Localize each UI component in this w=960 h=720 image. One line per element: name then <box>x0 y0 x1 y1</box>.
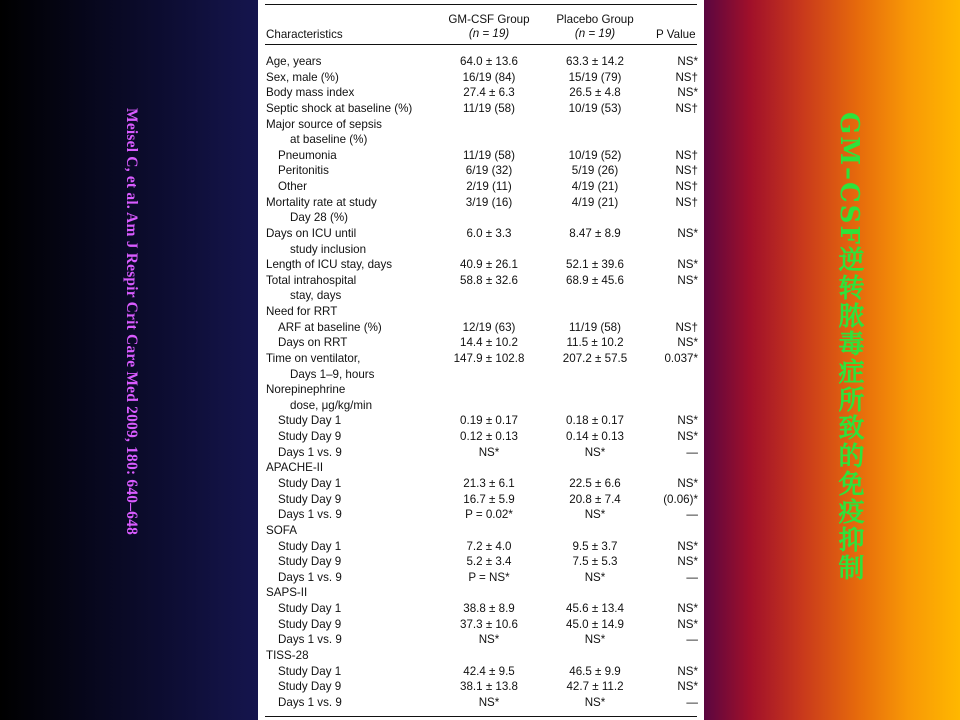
table-row <box>258 539 704 555</box>
p-value: NS† <box>675 195 698 209</box>
gm-csf-value: 14.4 ± 10.2 <box>460 336 518 350</box>
placebo-value: 63.3 ± 14.2 <box>566 55 624 68</box>
placebo-value: 68.9 ± 45.6 <box>566 273 624 287</box>
table-row <box>258 664 704 680</box>
gm-csf-value: 6/19 (32) <box>465 164 513 178</box>
gm-csf-value: 0.19 ± 0.17 <box>460 414 518 428</box>
table-row <box>258 382 704 398</box>
row-label: Study Day 9 <box>278 492 342 506</box>
gm-csf-value: 147.9 ± 102.8 <box>453 351 525 365</box>
row-label: dose, μg/kg/min <box>290 398 373 412</box>
gm-csf-value: 16/19 (84) <box>462 70 516 84</box>
gm-csf-value: 21.3 ± 6.1 <box>463 477 515 490</box>
table-row <box>258 679 704 695</box>
row-label: APACHE-II <box>266 461 324 475</box>
table-row <box>258 132 704 148</box>
row-label: Days 1 vs. 9 <box>278 570 342 584</box>
row-label: Days 1 vs. 9 <box>278 445 342 459</box>
placebo-value: 0.14 ± 0.13 <box>566 430 624 444</box>
placebo-value: 9.5 ± 3.7 <box>572 539 618 553</box>
placebo-value: 4/19 (21) <box>571 195 619 209</box>
table-row <box>258 648 704 664</box>
table-row <box>258 507 704 523</box>
row-label: Sex, male (%) <box>266 70 339 84</box>
p-value: NS† <box>675 164 698 178</box>
p-value: — <box>686 695 698 709</box>
row-label: Day 28 (%) <box>290 211 348 225</box>
row-label: Study Day 9 <box>278 680 342 694</box>
gm-csf-value: P = NS* <box>468 570 510 584</box>
p-value: — <box>686 445 698 459</box>
gm-csf-value: 5.2 ± 3.4 <box>466 555 512 569</box>
p-value: NS† <box>675 101 698 115</box>
table-row <box>258 492 704 508</box>
p-value: NS* <box>677 617 698 631</box>
table-row <box>258 367 704 383</box>
row-label: Body mass index <box>266 86 355 100</box>
gm-csf-value: NS* <box>478 695 500 709</box>
table-row <box>258 288 704 304</box>
p-value: NS* <box>677 430 698 444</box>
row-label: Days on RRT <box>278 336 348 350</box>
gm-csf-value: 37.3 ± 10.6 <box>460 617 518 631</box>
table-row <box>258 351 704 367</box>
placebo-value: NS* <box>584 633 606 647</box>
table-row <box>258 226 704 242</box>
table-row <box>258 695 704 711</box>
header-gm-csf-group <box>434 13 544 41</box>
p-value: — <box>686 508 698 522</box>
table-row <box>258 413 704 429</box>
p-value: NS* <box>677 664 698 678</box>
placebo-value: 4/19 (21) <box>571 180 619 194</box>
table-row <box>258 242 704 258</box>
table-row <box>258 570 704 586</box>
slide-title: GM–CSF逆转脓毒症所致的免疫抑制 <box>834 112 864 582</box>
header-placebo-group <box>540 13 650 41</box>
p-value: NS* <box>677 273 698 287</box>
gm-csf-value: 38.8 ± 8.9 <box>463 602 515 616</box>
gm-csf-value: 2/19 (11) <box>466 180 512 194</box>
placebo-value: NS* <box>584 570 606 584</box>
p-value: — <box>686 633 698 647</box>
p-value: NS* <box>677 258 698 272</box>
placebo-value: 11/19 (58) <box>569 320 621 334</box>
placebo-value: 26.5 ± 4.8 <box>569 86 621 100</box>
row-label: Study Day 1 <box>278 664 342 678</box>
placebo-value: 10/19 (52) <box>568 148 622 162</box>
p-value: NS* <box>677 414 698 428</box>
row-label: Days 1–9, hours <box>290 367 375 381</box>
header-gm-csf-label: GM-CSF Group <box>448 13 530 26</box>
gm-csf-value: 11/19 (58) <box>463 148 515 162</box>
row-label: Days 1 vs. 9 <box>278 633 342 647</box>
gm-csf-value: 38.1 ± 13.8 <box>460 680 518 694</box>
gm-csf-value: 16.7 ± 5.9 <box>463 492 515 506</box>
table-bottom-rule <box>265 716 697 717</box>
table-row <box>258 601 704 617</box>
placebo-value: 45.6 ± 13.4 <box>566 602 624 616</box>
table-row <box>258 85 704 101</box>
p-value: NS* <box>677 55 698 68</box>
p-value: NS† <box>675 320 698 334</box>
gm-csf-value: NS* <box>478 633 500 647</box>
p-value: NS* <box>677 555 698 569</box>
placebo-value: 11.5 ± 10.2 <box>566 336 624 350</box>
p-value: NS* <box>677 602 698 616</box>
placebo-value: 45.0 ± 14.9 <box>566 617 624 631</box>
p-value: NS† <box>675 70 698 84</box>
table-row <box>258 148 704 164</box>
gm-csf-value: 3/19 (16) <box>465 195 513 209</box>
row-label: at baseline (%) <box>290 133 368 147</box>
row-label: Study Day 9 <box>278 617 342 631</box>
table-row <box>258 476 704 492</box>
table-row <box>258 429 704 445</box>
row-label: Days 1 vs. 9 <box>278 695 342 709</box>
gm-csf-value: P = 0.02* <box>465 508 513 522</box>
table-row <box>258 617 704 633</box>
placebo-value: 8.47 ± 8.9 <box>569 226 621 240</box>
placebo-value: 20.8 ± 7.4 <box>569 492 621 506</box>
row-label: TISS-28 <box>266 648 309 662</box>
placebo-value: 42.7 ± 11.2 <box>566 680 624 694</box>
row-label: ARF at baseline (%) <box>278 320 382 334</box>
table-header-rule <box>265 44 697 45</box>
table-row <box>258 179 704 195</box>
placebo-value: 0.18 ± 0.17 <box>566 414 624 428</box>
placebo-value: 207.2 ± 57.5 <box>562 351 628 365</box>
table-row <box>258 632 704 648</box>
p-value: NS* <box>677 477 698 490</box>
row-label: Norepinephrine <box>266 383 346 397</box>
row-label: Total intrahospital <box>266 273 357 287</box>
table-row <box>258 398 704 414</box>
header-placebo-n: (n = 19) <box>574 27 616 40</box>
gm-csf-value: 27.4 ± 6.3 <box>463 86 515 100</box>
row-label: SAPS-II <box>266 586 308 600</box>
p-value: NS* <box>677 680 698 694</box>
p-value: NS* <box>677 336 698 350</box>
row-label: Study Day 1 <box>278 539 342 553</box>
placebo-value: 15/19 (79) <box>568 70 622 84</box>
row-label: Days on ICU until <box>266 226 357 240</box>
table-row <box>258 257 704 273</box>
placebo-value: 46.5 ± 9.9 <box>569 664 621 678</box>
row-label: Peritonitis <box>278 164 329 178</box>
row-label: Length of ICU stay, days <box>266 258 393 272</box>
header-gm-csf-n: (n = 19) <box>468 27 510 40</box>
row-label: stay, days <box>290 289 342 303</box>
row-label: Major source of sepsis <box>266 117 382 131</box>
row-label: Days 1 vs. 9 <box>278 508 342 522</box>
table-row <box>258 101 704 117</box>
header-p-value: P Value <box>656 28 696 41</box>
table-row <box>258 195 704 211</box>
row-label: Age, years <box>266 55 322 68</box>
placebo-value: 52.1 ± 39.6 <box>566 258 624 272</box>
placebo-value: 22.5 ± 6.6 <box>569 477 621 490</box>
gm-csf-value: 64.0 ± 13.6 <box>460 55 518 68</box>
table-row <box>258 210 704 226</box>
table-top-rule <box>265 4 697 5</box>
row-label: Study Day 1 <box>278 414 342 428</box>
citation-text: Meisel C, et al. Am J Respir Crit Care Med 2009, 180: 640–648 <box>123 108 140 536</box>
gm-csf-value: 42.4 ± 9.5 <box>463 664 515 678</box>
table-row <box>258 523 704 539</box>
table-row <box>258 460 704 476</box>
placebo-value: NS* <box>584 695 606 709</box>
p-value: NS† <box>675 148 698 162</box>
gm-csf-value: 6.0 ± 3.3 <box>466 226 512 240</box>
row-label: Study Day 1 <box>278 477 342 490</box>
row-label: Study Day 9 <box>278 430 342 444</box>
p-value: 0.037* <box>664 351 698 365</box>
p-value: NS† <box>675 180 698 194</box>
placebo-value: 10/19 (53) <box>568 101 622 115</box>
gm-csf-value: NS* <box>478 445 500 459</box>
placebo-value: 5/19 (26) <box>571 164 619 178</box>
row-label: study inclusion <box>290 242 367 256</box>
table-row <box>258 54 704 70</box>
p-value: — <box>686 570 698 584</box>
p-value: (0.06)* <box>663 492 698 506</box>
table-row <box>258 554 704 570</box>
placebo-value: 7.5 ± 5.3 <box>572 555 618 569</box>
row-label: Study Day 9 <box>278 555 342 569</box>
row-label: Mortality rate at study <box>266 195 377 209</box>
row-label: Time on ventilator, <box>266 351 361 365</box>
table-row <box>258 273 704 289</box>
gm-csf-value: 40.9 ± 26.1 <box>460 258 518 272</box>
header-characteristics: Characteristics <box>266 28 343 41</box>
placebo-value: NS* <box>584 445 606 459</box>
gm-csf-value: 12/19 (63) <box>462 320 516 334</box>
row-label: Pneumonia <box>278 148 337 162</box>
p-value: NS* <box>677 539 698 553</box>
table-row <box>258 320 704 336</box>
header-placebo-label: Placebo Group <box>556 13 634 26</box>
placebo-value: NS* <box>584 508 606 522</box>
table-row <box>258 335 704 351</box>
row-label: Septic shock at baseline (%) <box>266 101 413 115</box>
gm-csf-value: 11/19 (58) <box>463 101 515 115</box>
table-row <box>258 585 704 601</box>
table-row <box>258 304 704 320</box>
gm-csf-value: 58.8 ± 32.6 <box>460 273 518 287</box>
p-value: NS* <box>677 226 698 240</box>
gm-csf-value: 7.2 ± 4.0 <box>466 539 512 553</box>
row-label: Study Day 1 <box>278 602 342 616</box>
row-label: Need for RRT <box>266 305 338 319</box>
table-row <box>258 70 704 86</box>
data-table <box>258 0 704 720</box>
table-row <box>258 445 704 461</box>
row-label: SOFA <box>266 523 297 537</box>
table-row <box>258 163 704 179</box>
row-label: Other <box>278 180 307 194</box>
gm-csf-value: 0.12 ± 0.13 <box>460 430 518 444</box>
p-value: NS* <box>677 86 698 100</box>
table-row <box>258 117 704 133</box>
